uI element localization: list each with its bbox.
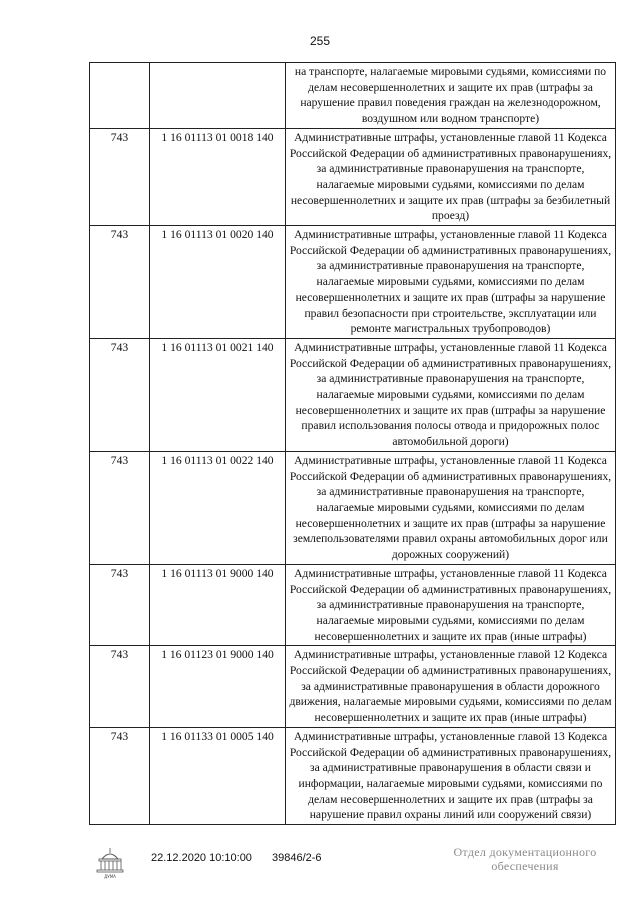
registration-date: 22.12.2020 10:10:00: [151, 852, 252, 864]
duma-building-icon: [92, 845, 128, 881]
page-number: 255: [309, 34, 331, 48]
admin-code-cell: 743: [90, 226, 150, 339]
table-row: [90, 727, 616, 824]
admin-code-cell: [90, 63, 150, 129]
table-row: [90, 226, 616, 339]
description-cell: Административные штрафы, установленные главой 11 Кодекса Российской Федерации об административных правонарушениях, за административные правонарушения на транспорте, налагаемые мировыми судьями, комиссиями по делам несовершеннолетних и защите их прав (штрафы за нарушение землепользователями правил охраны автомобильных дорог или дорожных сооружений): [286, 451, 616, 564]
description-cell: Административные штрафы, установленные главой 11 Кодекса Российской Федерации об административных правонарушениях, за административные правонарушения на транспорте, налагаемые мировыми судьями, комиссиями по делам несовершеннолетних и защите их прав (иные штрафы): [286, 564, 616, 646]
kbk-code-cell: 1 16 01133 01 0005 140: [150, 727, 286, 824]
kbk-code-cell: 1 16 01123 01 9000 140: [150, 646, 286, 728]
department-stamp: [440, 845, 610, 873]
page-footer: [0, 845, 640, 885]
description-cell: Административные штрафы, установленные главой 11 Кодекса Российской Федерации об административных правонарушениях, за административные правонарушения на транспорте, налагаемые мировыми судьями, комиссиями по делам несовершеннолетних и защите их прав (штрафы за безбилетный проезд): [286, 128, 616, 225]
description-cell: Административные штрафы, установленные главой 11 Кодекса Российской Федерации об административных правонарушениях, за административные правонарушения на транспорте, налагаемые мировыми судьями, комиссиями по делам несовершеннолетних и защите их прав (штрафы за нарушение правил безопасности при строительстве, эксплуатации или ремонте магистральных трубопроводов): [286, 226, 616, 339]
table-row: [90, 451, 616, 564]
kbk-code-cell: 1 16 01113 01 0022 140: [150, 451, 286, 564]
stamp-line: Отдел документационного: [453, 845, 597, 859]
admin-code-cell: 743: [90, 727, 150, 824]
admin-code-cell: 743: [90, 451, 150, 564]
table-row: [90, 128, 616, 225]
table-row: [90, 63, 616, 129]
stamp-line: обеспечения: [491, 859, 559, 873]
admin-code-cell: 743: [90, 646, 150, 728]
table-row: [90, 646, 616, 728]
admin-code-cell: 743: [90, 338, 150, 451]
admin-code-cell: 743: [90, 128, 150, 225]
kbk-code-cell: 1 16 01113 01 9000 140: [150, 564, 286, 646]
document-number: 39846/2-6: [272, 852, 322, 864]
description-cell: Административные штрафы, установленные главой 11 Кодекса Российской Федерации об административных правонарушениях, за административные правонарушения на транспорте, налагаемые мировыми судьями, комиссиями по делам несовершеннолетних и защите их прав (штрафы за нарушение правил использования полосы отвода и придорожных полос автомобильной дороги): [286, 338, 616, 451]
kbk-code-cell: 1 16 01113 01 0020 140: [150, 226, 286, 339]
budget-codes-table: [89, 62, 616, 825]
table-row: [90, 564, 616, 646]
admin-code-cell: 743: [90, 564, 150, 646]
description-cell: Административные штрафы, установленные главой 13 Кодекса Российской Федерации об административных правонарушениях, за административные правонарушения в области связи и информации, налагаемые мировыми судьями, комиссиями по делам несовершеннолетних и защите их прав (штрафы за нарушение правил охраны линий или сооружений связи): [286, 727, 616, 824]
logo-text: ДУМА: [104, 874, 116, 879]
description-cell: на транспорте, налагаемые мировыми судьями, комиссиями по делам несовершеннолетних и защите их прав (штрафы за нарушение правил поведения граждан на железнодорожном, воздушном или водном транспорте): [286, 63, 616, 129]
table-row: [90, 338, 616, 451]
kbk-code-cell: 1 16 01113 01 0021 140: [150, 338, 286, 451]
description-cell: Административные штрафы, установленные главой 12 Кодекса Российской Федерации об административных правонарушениях, за административные правонарушения в области дорожного движения, налагаемые мировыми судьями, комиссиями по делам несовершеннолетних и защите их прав (иные штрафы): [286, 646, 616, 728]
kbk-code-cell: [150, 63, 286, 129]
kbk-code-cell: 1 16 01113 01 0018 140: [150, 128, 286, 225]
